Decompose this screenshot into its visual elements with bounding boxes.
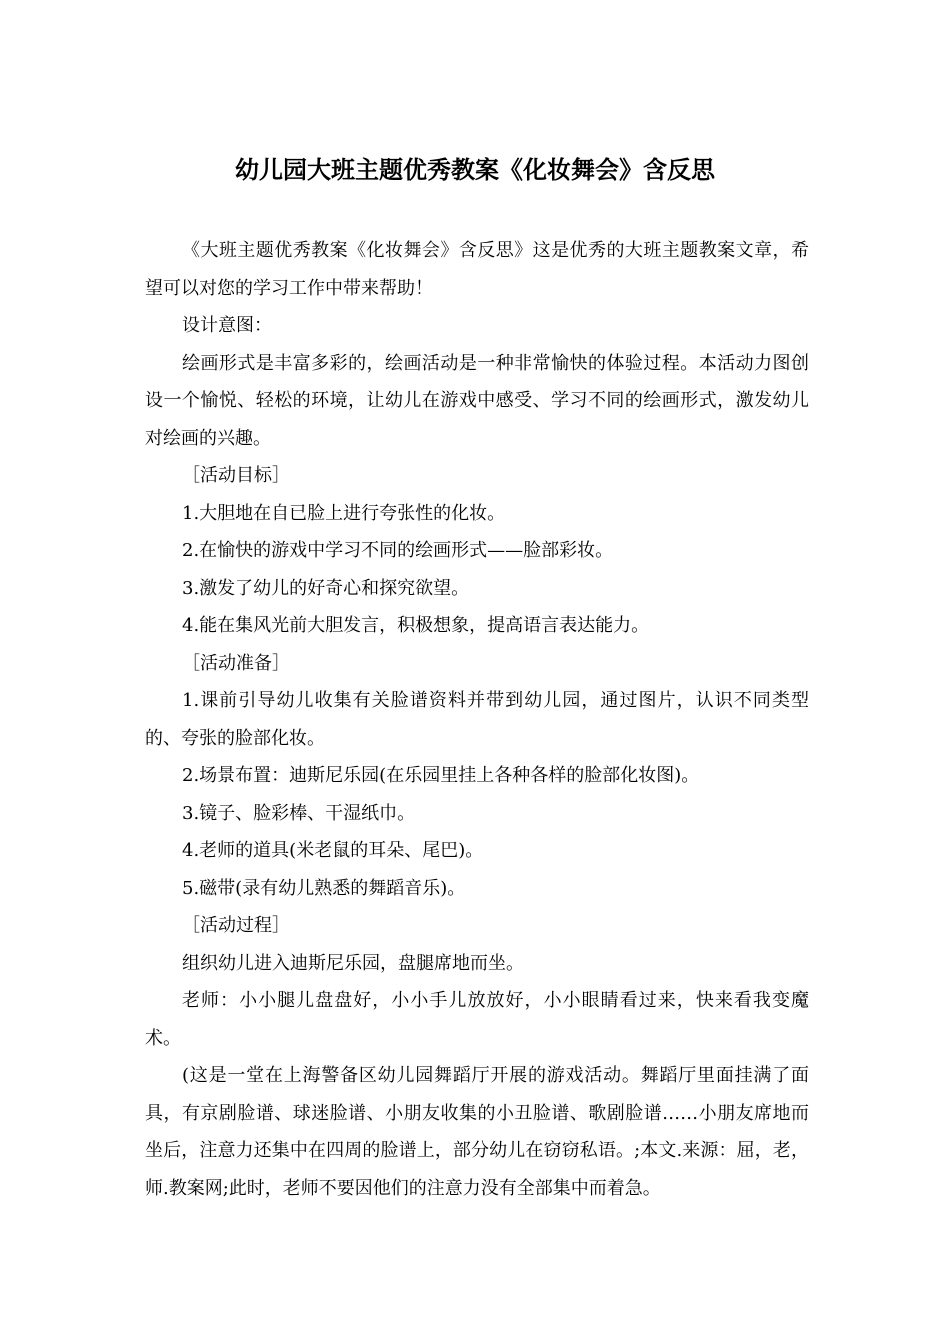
preparation-item: 4.老师的道具(米老鼠的耳朵、尾巴)。 <box>182 840 484 861</box>
design-intent-paragraph: 绘画形式是丰富多彩的，绘画活动是一种非常愉快的体验过程。本活动力图创设一个愉悦、轻松的环境，让幼儿在游戏中感受、学习不同的绘画形式，激发幼儿对绘画的兴趣。 <box>145 352 809 449</box>
goal-item: 1.大胆地在自已脸上进行夸张性的化妆。 <box>182 502 506 524</box>
process-paragraph: 组织幼儿进入迪斯尼乐园，盘腿席地而坐。 <box>182 952 524 974</box>
process-paragraph: 老师：小小腿儿盘盘好，小小手儿放放好，小小眼睛看过来，快来看我变魔术。 <box>145 990 809 1049</box>
preparation-heading: ［活动准备］ <box>182 652 290 674</box>
preparation-item: 5.磁带(录有幼儿熟悉的舞蹈音乐)。 <box>182 877 466 899</box>
intro-paragraph: 《大班主题优秀教案《化妆舞会》含反思》这是优秀的大班主题教案文章，希望可以对您的学习工作中带来帮助！ <box>145 240 809 299</box>
design-intent-heading: 设计意图： <box>182 315 272 336</box>
preparation-item: 2.场景布置：迪斯尼乐园(在乐园里挂上各种各样的脸部化妆图)。 <box>182 765 700 786</box>
process-paragraph: (这是一堂在上海警备区幼儿园舞蹈厅开展的游戏活动。舞蹈厅里面挂满了面具，有京剧脸谱、球迷脸谱、小朋友收集的小丑脸谱、歌剧脸谱……小朋友席地而坐后，注意力还集中在四周的脸谱上，部分幼儿在窃窃私语。;本文.来源：屈，老，师.教案网;此时，老师不要因他们的注意力没有全部集中而着急。 <box>145 1065 809 1199</box>
goal-item: 4.能在集风光前大胆发言，积极想象，提高语言表达能力。 <box>182 615 650 636</box>
goals-heading: ［活动目标］ <box>182 465 290 486</box>
document-body <box>145 232 809 1207</box>
document-title: 幼儿园大班主题优秀教案《化妆舞会》含反思 <box>235 156 715 184</box>
preparation-item: 1.课前引导幼儿收集有关脸谱资料并带到幼儿园，通过图片，认识不同类型的、夸张的脸部化妆。 <box>145 690 809 749</box>
preparation-item: 3.镜子、脸彩棒、干湿纸巾。 <box>182 802 416 824</box>
process-heading: ［活动过程］ <box>182 915 290 936</box>
goal-item: 2.在愉快的游戏中学习不同的绘画形式——脸部彩妆。 <box>182 540 614 561</box>
goal-item: 3.激发了幼儿的好奇心和探究欲望。 <box>182 577 470 599</box>
